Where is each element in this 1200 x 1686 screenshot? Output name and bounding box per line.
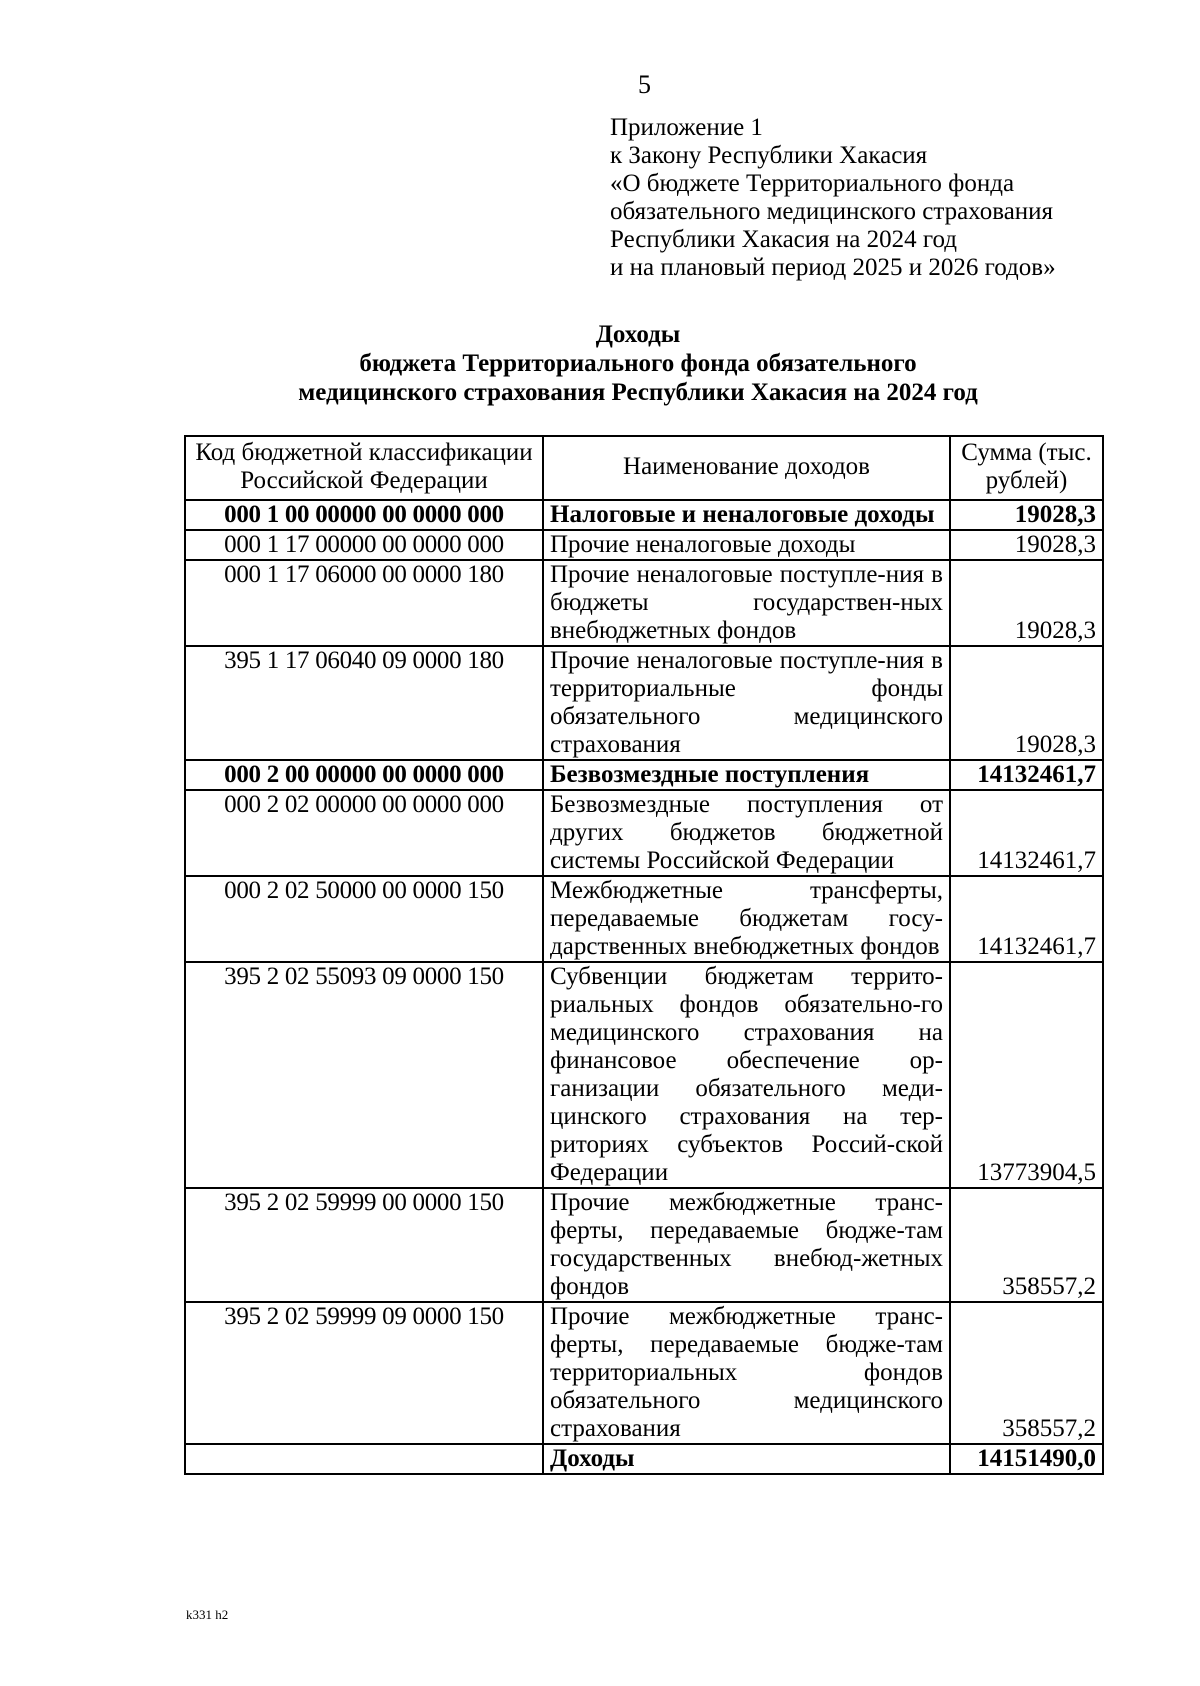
document-title bbox=[200, 320, 1076, 407]
row-code bbox=[185, 1444, 543, 1474]
title-line: бюджета Территориального фонда обязательного bbox=[359, 350, 917, 377]
row-code: 395 2 02 55093 09 0000 150 bbox=[185, 962, 543, 1188]
table-row bbox=[185, 1302, 1103, 1444]
row-name: Субвенции бюджетам террито-риальных фондов обязательно-го медицинского страхования на финансовое обеспечение ор-ганизации обязательного меди-цинского страхования на тер-риториях субъектов Россий-ской Федерации bbox=[543, 962, 950, 1188]
row-amount: 19028,3 bbox=[950, 646, 1103, 760]
row-name: Прочие межбюджетные транс-ферты, передаваемые бюдже-там территориальных фондов обязательного медицинского страхования bbox=[543, 1302, 950, 1444]
row-amount: 14132461,7 bbox=[950, 876, 1103, 962]
row-name: Безвозмездные поступления bbox=[543, 760, 950, 790]
row-amount: 19028,3 bbox=[950, 500, 1103, 530]
table-row bbox=[185, 646, 1103, 760]
appendix-line: обязательного медицинского страхования bbox=[610, 198, 1054, 225]
row-code: 000 2 02 50000 00 0000 150 bbox=[185, 876, 543, 962]
row-code: 000 1 00 00000 00 0000 000 bbox=[185, 500, 543, 530]
table-row bbox=[185, 760, 1103, 790]
row-code: 000 2 00 00000 00 0000 000 bbox=[185, 760, 543, 790]
row-code: 000 1 17 06000 00 0000 180 bbox=[185, 560, 543, 646]
row-amount: 13773904,5 bbox=[950, 962, 1103, 1188]
appendix-line: Республики Хакасия на 2024 год bbox=[610, 226, 958, 253]
row-code: 000 1 17 00000 00 0000 000 bbox=[185, 530, 543, 560]
row-name: Прочие неналоговые поступле-ния в территориальные фонды обязательного медицинского страхования bbox=[543, 646, 950, 760]
appendix-line: и на плановый период 2025 и 2026 годов» bbox=[610, 254, 1056, 281]
appendix-line: «О бюджете Территориального фонда bbox=[610, 170, 1015, 197]
title-line: медицинского страхования Республики Хакасия на 2024 год bbox=[298, 379, 978, 406]
row-amount: 14132461,7 bbox=[950, 760, 1103, 790]
row-name: Доходы bbox=[543, 1444, 950, 1474]
income-table bbox=[184, 435, 1104, 1475]
row-code: 395 1 17 06040 09 0000 180 bbox=[185, 646, 543, 760]
row-code: 395 2 02 59999 09 0000 150 bbox=[185, 1302, 543, 1444]
row-amount: 358557,2 bbox=[950, 1302, 1103, 1444]
row-amount: 19028,3 bbox=[950, 530, 1103, 560]
appendix-line: Приложение 1 bbox=[610, 114, 763, 141]
appendix-line: к Закону Республики Хакасия bbox=[610, 142, 928, 169]
title-line: Доходы bbox=[595, 321, 681, 348]
table-row bbox=[185, 500, 1103, 530]
table-header-row bbox=[185, 436, 1103, 500]
page-number: 5 bbox=[638, 70, 651, 99]
appendix-header bbox=[610, 114, 1056, 282]
row-amount: 14132461,7 bbox=[950, 790, 1103, 876]
row-name: Прочие неналоговые доходы bbox=[543, 530, 950, 560]
footer-code: k331 h2 bbox=[186, 1607, 229, 1622]
row-name: Прочие неналоговые поступле-ния в бюджеты государствен-ных внебюджетных фондов bbox=[543, 560, 950, 646]
row-name: Межбюджетные трансферты, передаваемые бюджетам госу-дарственных внебюджетных фондов bbox=[543, 876, 950, 962]
table-row bbox=[185, 876, 1103, 962]
row-amount: 19028,3 bbox=[950, 560, 1103, 646]
header-name: Наименование доходов bbox=[543, 436, 950, 500]
row-amount: 358557,2 bbox=[950, 1188, 1103, 1302]
row-code: 000 2 02 00000 00 0000 000 bbox=[185, 790, 543, 876]
table-total-row bbox=[185, 1444, 1103, 1474]
row-name: Прочие межбюджетные транс-ферты, передаваемые бюдже-там государственных внебюд-жетных фондов bbox=[543, 1188, 950, 1302]
table-row bbox=[185, 1188, 1103, 1302]
row-name: Безвозмездные поступления от других бюджетов бюджетной системы Российской Федерации bbox=[543, 790, 950, 876]
header-code: Код бюджетной классификации Российской Федерации bbox=[185, 436, 543, 500]
table-row bbox=[185, 790, 1103, 876]
table-row bbox=[185, 530, 1103, 560]
row-name: Налоговые и неналоговые доходы bbox=[543, 500, 950, 530]
header-amount: Сумма (тыс. рублей) bbox=[950, 436, 1103, 500]
row-amount: 14151490,0 bbox=[950, 1444, 1103, 1474]
table-row bbox=[185, 962, 1103, 1188]
table-row bbox=[185, 560, 1103, 646]
row-code: 395 2 02 59999 00 0000 150 bbox=[185, 1188, 543, 1302]
